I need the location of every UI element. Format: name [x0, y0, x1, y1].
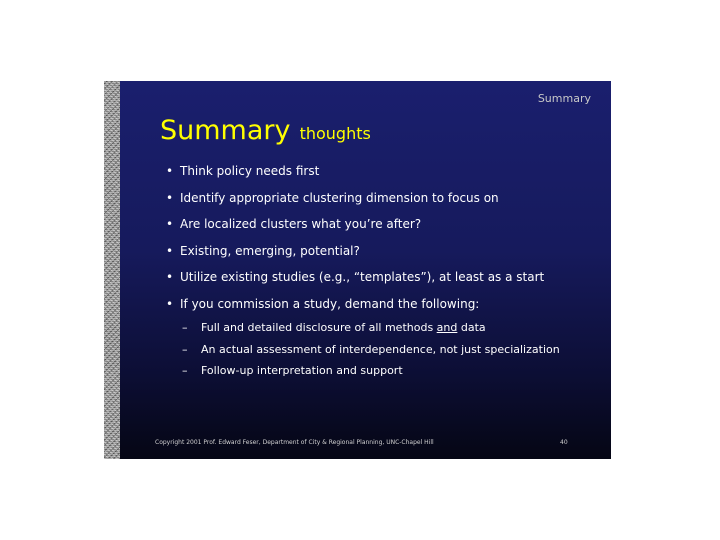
sub-bullet-item: [182, 343, 560, 365]
bullet-icon: •: [166, 270, 174, 284]
sub-bullet-text: Follow-up interpretation and support: [201, 364, 403, 377]
dash-icon: –: [182, 364, 188, 377]
dash-icon: –: [182, 342, 188, 356]
underlined-word: and: [436, 321, 458, 334]
bullet-text: Identify appropriate clustering dimension to focus on: [180, 190, 499, 205]
sub-bullet-list: [182, 321, 560, 386]
bullet-item: [166, 191, 544, 218]
copyright-footer: Copyright 2001 Prof. Edward Feser, Department of City & Regional Planning, UNC-Chapel Hill: [155, 439, 434, 446]
bullet-text: If you commission a study, demand the following:: [180, 296, 480, 311]
dash-icon: –: [182, 321, 188, 334]
bullet-text: Are localized clusters what you’re after?: [180, 217, 422, 231]
sub-text-end: data: [457, 321, 486, 334]
title-sub: thoughts: [299, 124, 371, 143]
section-label: Summary: [537, 92, 591, 105]
sub-bullet-text: An actual assessment of interdependence, not just specialization: [201, 342, 560, 356]
title-main: Summary: [160, 115, 291, 146]
bullet-icon: •: [166, 164, 174, 178]
slide: [104, 81, 611, 459]
bullet-text: Utilize existing studies (e.g., “templates”), at least as a start: [180, 270, 545, 284]
bullet-item: [166, 217, 544, 244]
bullet-text: Existing, emerging, potential?: [180, 243, 360, 258]
bullet-icon: •: [166, 190, 174, 205]
bullet-icon: •: [166, 296, 174, 311]
bullet-item: [166, 244, 544, 271]
bullet-text: Think policy needs first: [180, 164, 320, 178]
bullet-item: [166, 270, 544, 297]
page-number: 40: [560, 439, 568, 446]
slide-title: [160, 115, 371, 146]
texture-strip: [104, 81, 120, 459]
bullet-icon: •: [166, 243, 174, 258]
bullet-item: [166, 164, 544, 191]
bullet-icon: •: [166, 217, 174, 231]
bullet-list: [166, 164, 544, 323]
bullet-item: [166, 297, 544, 324]
sub-bullet-item: [182, 364, 560, 386]
sub-bullet-text: [201, 321, 486, 334]
sub-text-start: Full and detailed disclosure of all methods: [201, 321, 437, 334]
sub-bullet-item: [182, 321, 560, 343]
